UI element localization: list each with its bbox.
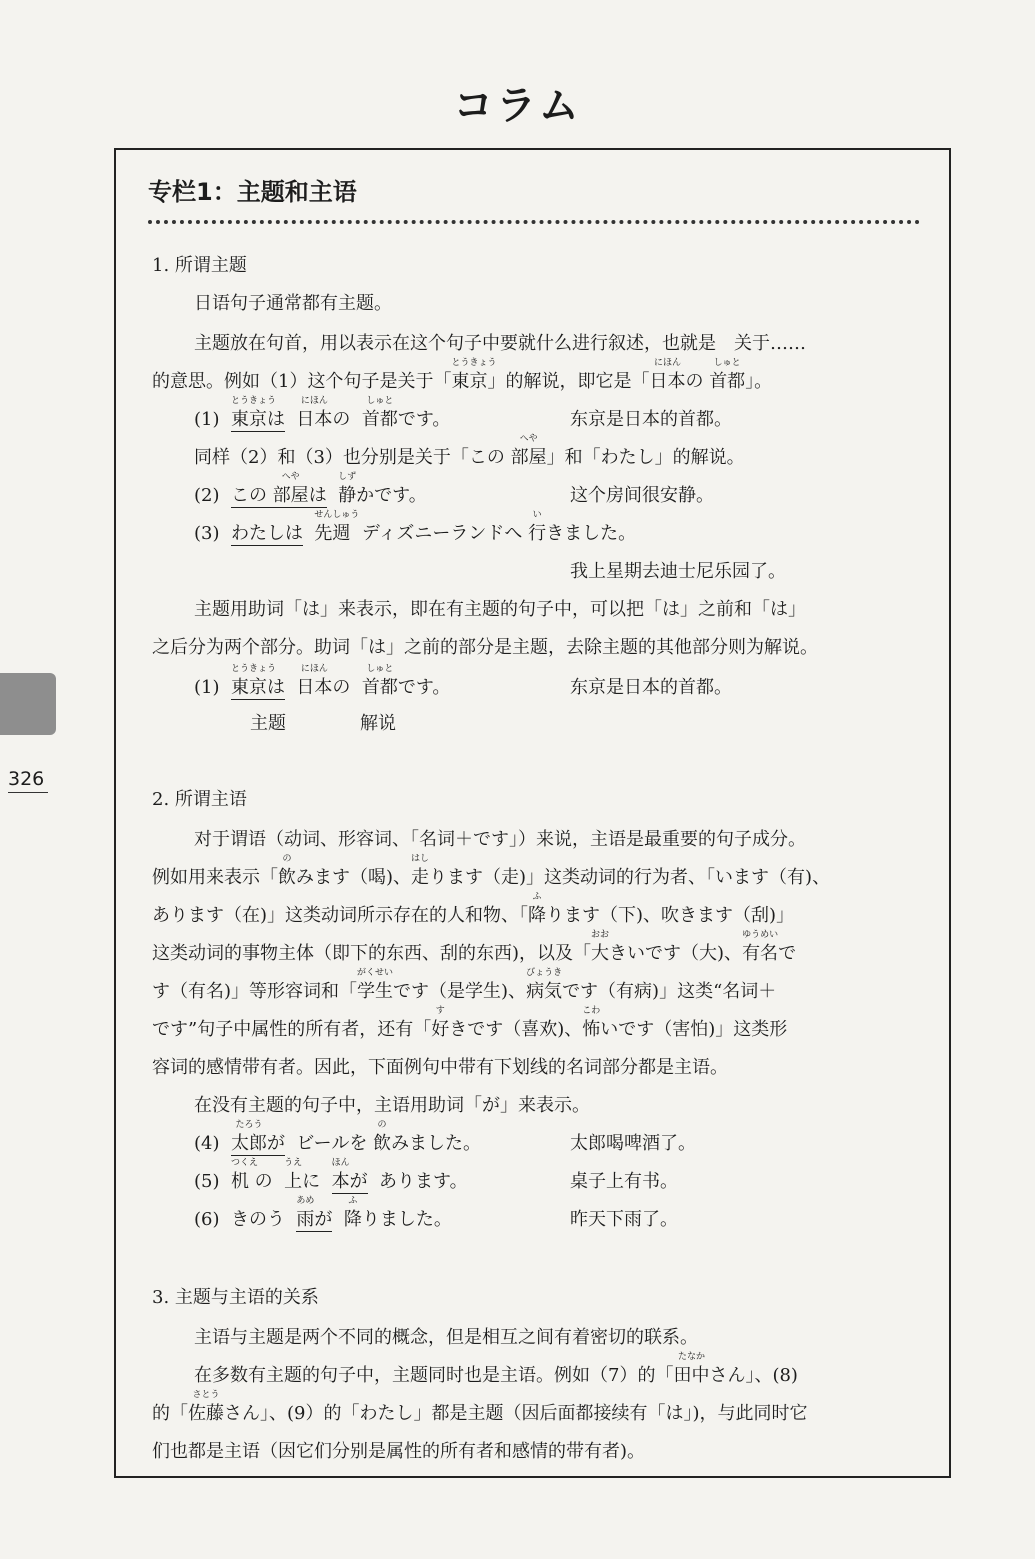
paragraph-line: 的「 さとう 佐藤さん」、(9）的「わたし」都是主题（因后面都接续有「は」)，与此同时它: [152, 1390, 808, 1424]
paragraph-line: 主题用助词「は」来表示，即在有主题的句子中，可以把「は」之前和「は」: [194, 599, 806, 620]
column-box: [114, 148, 951, 1478]
ruby-word: しゅと 首都: [709, 358, 746, 392]
paragraph-line: 的意思。例如（1）这个句子是关于「 とうきょう 東京」的解说，即它是「 にほん 日本の しゅと 首都」。: [152, 358, 773, 392]
underlined-topic: とうきょう 東京は: [230, 396, 285, 430]
example-3: (3) わたしは せんしゅう 先週 ディズニーランドへ い 行きました。: [194, 510, 637, 544]
example-translation: 东京是日本的首都。: [570, 409, 732, 430]
paragraph-line: あります（在)」这类动词所示存在的人和物、「 ふ 降ります（下)、吹きます（刮)」: [152, 892, 795, 926]
ruby-word: おお 大: [591, 930, 610, 964]
example-1-repeat: (1) とうきょう 東京は にほん 日本の しゅと 首都です。: [194, 664, 451, 698]
example-translation: 我上星期去迪士尼乐园了。: [570, 561, 786, 582]
ruby-word: こわ 怖: [582, 1006, 601, 1040]
paragraph-line: 主题放在句首，用以表示在这个句子中要就什么进行叙述，也就是 关于……: [194, 333, 806, 354]
example-translation: 东京是日本的首都。: [570, 677, 732, 698]
paragraph-line: 这类动词的事物主体（即下的东西、刮的东西)，以及「 おお 大きいです（大)、 ゆうめい 有名で: [152, 930, 797, 964]
ruby-word: の 飲: [278, 854, 296, 888]
paragraph-line: 之后分为两个部分。助词「は」之前的部分是主题，去除主题的其他部分则为解说。: [152, 637, 818, 658]
section-2-title: 2. 所谓主语: [152, 789, 247, 810]
underlined-subject: ほん 本が: [331, 1158, 368, 1192]
ruby-word: はし 走: [411, 854, 430, 888]
page-title: コラム: [453, 83, 582, 129]
ruby-word: にほん 日本: [649, 358, 686, 392]
label-topic: 主题: [250, 713, 286, 734]
label-comment: 解说: [360, 713, 396, 734]
ruby-word: とうきょう 東京: [451, 358, 497, 392]
ruby-word: ふ 降: [528, 892, 547, 926]
ruby-word: びょうき 病気: [526, 968, 563, 1002]
ruby-word: ゆうめい 有名: [742, 930, 779, 964]
example-6: (6) きのう あめ 雨が ふ 降りました。: [194, 1196, 452, 1230]
example-1: (1) とうきょう 東京は にほん 日本の しゅと 首都です。: [194, 396, 451, 430]
underlined-subject: あめ 雨が: [296, 1196, 333, 1230]
paragraph-line: 容词的感情带有者。因此，下面例句中带有下划线的名词部分都是主语。: [152, 1057, 728, 1078]
paragraph-line: 在多数有主题的句子中，主题同时也是主语。例如（7）的「 たなか 田中さん」、(8): [194, 1352, 798, 1386]
underlined-topic: この へや 部屋は: [230, 472, 327, 506]
example-translation: 昨天下雨了。: [570, 1209, 678, 1230]
ruby-word: がくせい 学生: [357, 968, 394, 1002]
paragraph-line: す（有名)」等形容词和「 がくせい 学生です（是学生)、 びょうき 病気です（有病)」这类“名词＋: [152, 968, 777, 1002]
paragraph-line: 对于谓语（动词、形容词、「名词＋です」）来说，主语是最重要的句子成分。: [194, 829, 806, 850]
paragraph-line: 在没有主题的句子中，主语用助词「が」来表示。: [194, 1095, 590, 1116]
underlined-topic: とうきょう 東京は: [230, 664, 285, 698]
section-1-title: 1. 所谓主题: [152, 255, 247, 276]
paragraph-line: 主语与主题是两个不同的概念，但是相互之间有着密切的联系。: [194, 1327, 698, 1348]
ruby-word: す 好: [431, 1006, 450, 1040]
example-translation: 桌子上有书。: [570, 1171, 678, 1192]
paragraph-line: 日语句子通常都有主题。: [194, 293, 392, 314]
paragraph-line: 们也都是主语（因它们分别是属性的所有者和感情的带有者)。: [152, 1441, 646, 1462]
underlined-topic: わたしは: [230, 523, 303, 544]
paragraph-line: です”句子中属性的所有者，还有「 す 好きです（喜欢)、 こわ 怖いです（害怕)」这类形: [152, 1006, 788, 1040]
example-translation: 太郎喝啤酒了。: [570, 1133, 696, 1154]
example-4: (4) たろう 太郎が ビールを の 飲みました。: [194, 1120, 482, 1154]
column-heading: 专栏1：主题和主语: [148, 178, 357, 206]
paragraph-line: 同样（2）和（3）也分别是关于「この へや 部屋」和「わたし」的解说。: [194, 434, 745, 468]
section-3-title: 3. 主题与主语的关系: [152, 1287, 319, 1308]
underlined-subject: たろう 太郎が: [230, 1120, 285, 1154]
ruby-word: さとう 佐藤: [188, 1390, 224, 1424]
example-5: (5) つくえ 机 の うえ 上に ほん 本が あります。: [194, 1158, 468, 1192]
side-tab-marker: [0, 673, 56, 735]
ruby-word: たなか 田中: [673, 1352, 710, 1386]
ruby-word: へや 部屋: [510, 434, 547, 468]
example-2: (2) この へや 部屋は しず 静かです。: [194, 472, 427, 506]
paragraph-line: 例如用来表示「 の 飲みます（喝)、 はし 走ります（走)」这类动词的行为者、「います（有)、: [152, 854, 831, 888]
example-translation: 这个房间很安静。: [570, 485, 714, 506]
page-number: 326: [8, 768, 48, 793]
dotted-divider: [148, 220, 920, 224]
